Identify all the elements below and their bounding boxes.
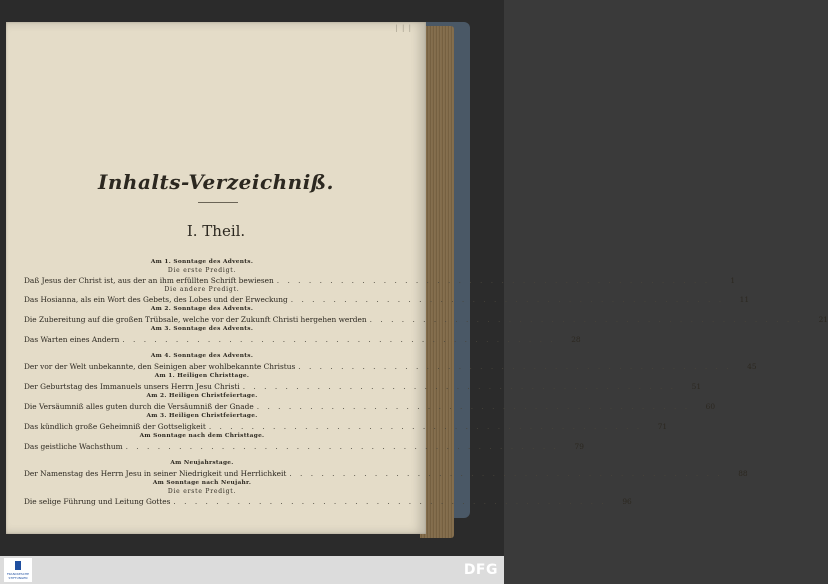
toc-entry (24, 294, 750, 305)
toc-entry (24, 421, 668, 432)
toc-entry (24, 468, 748, 479)
toc-leader-dots: . . . . . . . . . . . . . . . . . . . . . . . . . . . . . . . . . . . . . . . . . (208, 422, 643, 431)
dfg-logo[interactable]: DFG (463, 562, 498, 578)
toc-section-heading: Am Sonntage nach dem Christtage. (139, 433, 265, 439)
toc-entry (24, 496, 632, 507)
toc-page-number: 45 (747, 362, 757, 371)
toc-section-heading: Am 1. Heiligen Christtage. (154, 373, 250, 379)
toc-page-number: 51 (691, 382, 702, 391)
toc-leader-dots: . . . . . . . . . . . . . . . . . . . . . . . . . . . . . . . . . . . . . . . . . (125, 442, 559, 451)
toc-entry-title: Der Namenstag des Herrn Jesu in seiner Niedrigkeit und Herrlichkeit (24, 469, 287, 478)
toc-page-number: 1 (730, 276, 736, 285)
page-title: Inhalts-Verzeichniß. (98, 170, 334, 194)
book-page (6, 22, 828, 534)
viewer-footer (0, 556, 504, 584)
toc-page-number: 88 (738, 469, 748, 478)
toc-entry (24, 401, 716, 412)
toc-entry (24, 381, 702, 392)
toc-sermon-label: Die andere Predigt. (164, 286, 240, 293)
toc-leader-dots: . . . . . . . . . . . . . . . . . . . . . . . . . . . . . . . . . . . . . . . . . (122, 335, 556, 344)
toc-page-number: 71 (657, 422, 668, 431)
toc-entry (24, 334, 581, 345)
header-marks: | | | (395, 24, 412, 32)
toc-page-number: 60 (705, 402, 716, 411)
toc-leader-dots: . . . . . . . . . . . . . . . . . . . . . . . . . . . . . . . . . . . . . . . . . (173, 497, 607, 506)
toc-leader-dots: . . . . . . . . . . . . . . . . . . . . . . . . . . . . . . . . . . . . . . . . . (298, 362, 732, 371)
toc-page-number: 21 (818, 315, 828, 324)
toc-entry-title: Der Geburtstag des Immanuels unsers Herrn Jesu Christi (24, 382, 240, 391)
logo-icon (15, 561, 21, 570)
toc-entry-title: Die Versäumniß alles guten durch die Versäumniß der Gnade (24, 402, 254, 411)
toc-sermon-label: Die erste Predigt. (167, 267, 237, 274)
toc-leader-dots: . . . . . . . . . . . . . . . . . . . . . . . . . . . . . . . . . . . . . . . . . (289, 469, 723, 478)
toc-spacer (24, 452, 380, 459)
toc-leader-dots: . . . . . . . . . . . . . . . . . . . . . . . . . . . . . . . . . . . . . . . . . (290, 295, 725, 304)
toc-section-heading: Am 1. Sonntage des Advents. (150, 259, 254, 265)
toc-page-number: 11 (739, 295, 750, 304)
toc-section-heading: Am Sonntage nach Neujahr. (152, 480, 252, 486)
toc-entry-title: Daß Jesus der Christ ist, aus der an ihm erfüllten Schrift bewiesen (24, 276, 274, 285)
toc-entry (24, 361, 757, 372)
toc-entry-title: Das Hosianna, als ein Wort des Gebets, des Lobes und der Erweckung (24, 295, 288, 304)
toc-section-heading: Am Neujahrstage. (170, 460, 234, 466)
toc-sermon-label: Die erste Predigt. (167, 488, 237, 495)
toc-section-heading: Am 3. Heiligen Christfeiertage. (146, 413, 258, 419)
logo-text: FRANCKESCHE STIFTUNGEN (6, 572, 30, 580)
toc-section-heading: Am 2. Heiligen Christfeiertage. (146, 393, 258, 399)
table-of-contents (24, 258, 828, 507)
toc-spacer (24, 345, 380, 352)
toc-leader-dots: . . . . . . . . . . . . . . . . . . . . . . . . . . . . . . . . . . . . . . . . . (369, 315, 803, 324)
toc-leader-dots: . . . . . . . . . . . . . . . . . . . . . . . . . . . . . . . . . . . . . . . . . (276, 276, 711, 285)
toc-leader-dots: . . . . . . . . . . . . . . . . . . . . . . . . . . . . . . . . . . . . . . . . . (256, 402, 691, 411)
franckesche-stiftungen-logo[interactable] (4, 558, 32, 582)
toc-section-heading: Am 3. Sonntage des Advents. (150, 326, 254, 332)
title-rule (198, 202, 238, 203)
toc-page-number: 96 (622, 497, 632, 506)
toc-entry-title: Das Warten eines Andern (24, 335, 120, 344)
toc-entry (24, 314, 828, 325)
toc-entry-title: Das kündlich große Geheimniß der Gottseligkeit (24, 422, 206, 431)
toc-section-heading: Am 2. Sonntage des Advents. (150, 306, 254, 312)
toc-section-heading: Am 4. Sonntage des Advents. (150, 353, 254, 359)
part-heading: I. Theil. (186, 222, 246, 240)
toc-page-number: 28 (571, 335, 581, 344)
toc-entry (24, 441, 584, 452)
toc-entry-title: Das geistliche Wachsthum (24, 442, 123, 451)
toc-leader-dots: . . . . . . . . . . . . . . . . . . . . . . . . . . . . . . . . . . . . . . . . . (242, 382, 677, 391)
toc-entry-title: Die selige Führung und Leitung Gottes (24, 497, 171, 506)
toc-page-number: 79 (574, 442, 584, 451)
toc-entry-title: Die Zubereitung auf die großen Trübsale, welche vor der Zukunft Christi hergehen werden (24, 315, 367, 324)
toc-entry (24, 275, 736, 286)
toc-entry-title: Der vor der Welt unbekannte, den Seinigen aber wohlbekannte Christus (24, 362, 296, 371)
